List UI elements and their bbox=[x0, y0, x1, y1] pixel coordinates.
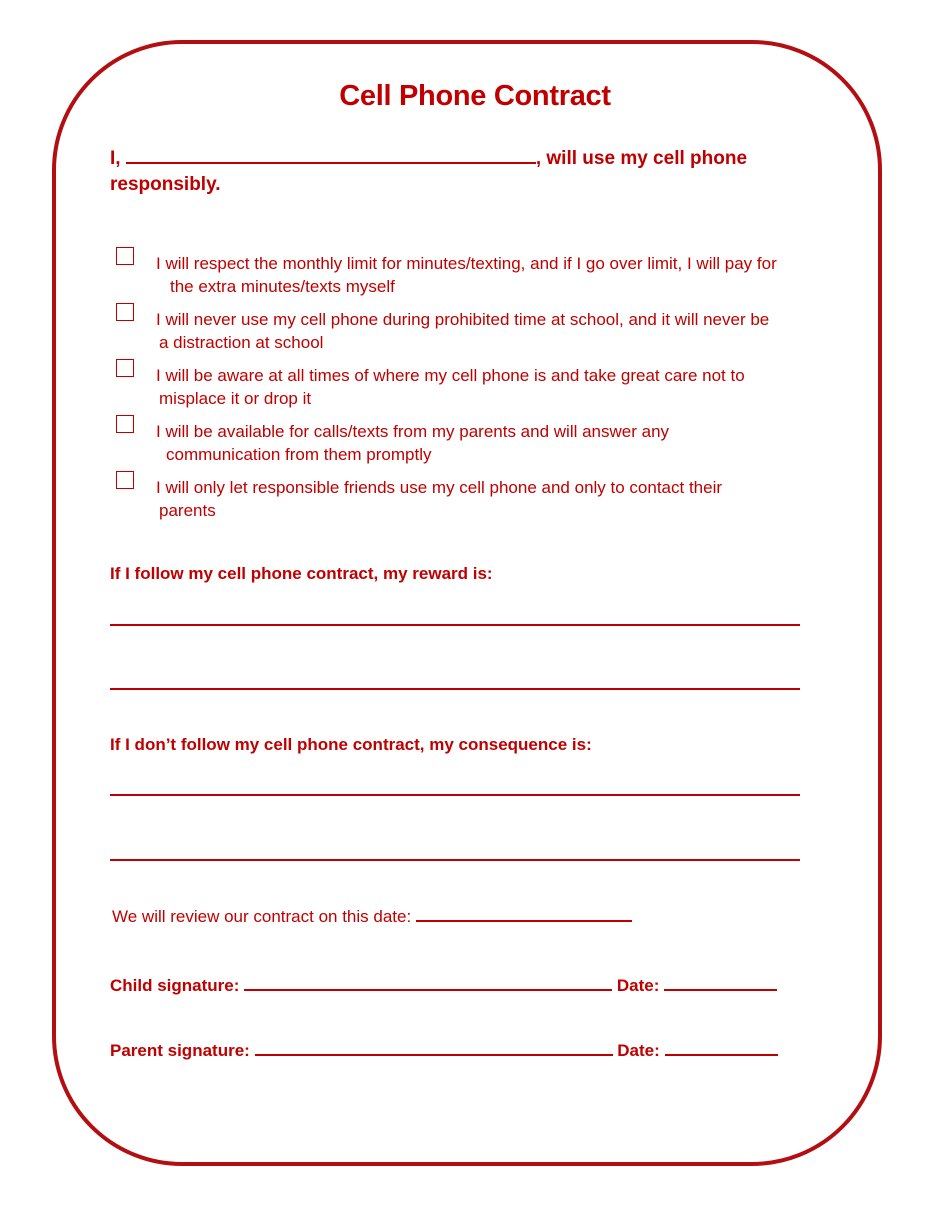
item-text: I will never use my cell phone during prohibited time at school, and it will never be bbox=[156, 310, 770, 329]
intro-prefix: I, bbox=[110, 148, 121, 169]
item-text: the extra minutes/texts myself bbox=[170, 277, 395, 296]
child-date-field[interactable] bbox=[664, 974, 777, 991]
checkbox[interactable] bbox=[116, 303, 134, 321]
item-text: a distraction at school bbox=[159, 333, 324, 352]
item-text: parents bbox=[159, 501, 216, 520]
parent-date-label: Date: bbox=[617, 1041, 660, 1060]
child-date-label: Date: bbox=[616, 976, 660, 995]
checkbox[interactable] bbox=[116, 415, 134, 433]
item-text: I will be aware at all times of where my cell phone is and take great care not to bbox=[156, 366, 745, 385]
list-item bbox=[112, 246, 852, 302]
reward-line-2[interactable] bbox=[110, 688, 800, 690]
item-text: I will be available for calls/texts from my parents and will answer any bbox=[156, 422, 670, 441]
list-item bbox=[112, 470, 852, 526]
review-date-field[interactable] bbox=[416, 905, 632, 922]
checkbox[interactable] bbox=[116, 471, 134, 489]
page-title: Cell Phone Contract bbox=[339, 80, 611, 112]
list-item bbox=[112, 414, 852, 470]
checkbox[interactable] bbox=[116, 359, 134, 377]
page-border bbox=[52, 40, 882, 1166]
item-text: I will respect the monthly limit for minutes/texting, and if I go over limit, I will pay for bbox=[156, 254, 777, 273]
child-signature-field[interactable] bbox=[244, 974, 612, 991]
parent-signature-label: Parent signature: bbox=[110, 1041, 250, 1060]
parent-signature-field[interactable] bbox=[255, 1039, 613, 1056]
list-item bbox=[112, 302, 852, 358]
list-item bbox=[112, 358, 852, 414]
intro-suffix: , will use my cell phone bbox=[535, 148, 748, 169]
review-date-row bbox=[112, 905, 632, 927]
name-field[interactable] bbox=[126, 147, 536, 164]
item-text: misplace it or drop it bbox=[159, 389, 312, 408]
item-text: I will only let responsible friends use my cell phone and only to contact their bbox=[156, 478, 723, 497]
item-text: communication from them promptly bbox=[166, 445, 432, 464]
reward-line-1[interactable] bbox=[110, 624, 800, 626]
intro-line2: responsibly. bbox=[110, 174, 221, 195]
consequence-line-1[interactable] bbox=[110, 794, 800, 796]
reward-label: If I follow my cell phone contract, my reward is: bbox=[110, 564, 493, 583]
intro-statement bbox=[110, 146, 810, 198]
review-date-label: We will review our contract on this date: bbox=[112, 907, 412, 926]
parent-signature-row bbox=[110, 1039, 778, 1061]
parent-date-field[interactable] bbox=[665, 1039, 778, 1056]
consequence-line-2[interactable] bbox=[110, 859, 800, 861]
checklist bbox=[112, 246, 852, 526]
child-signature-row bbox=[110, 974, 777, 996]
checkbox[interactable] bbox=[116, 247, 134, 265]
consequence-label: If I don’t follow my cell phone contract, my consequence is: bbox=[110, 735, 592, 754]
child-signature-label: Child signature: bbox=[110, 976, 240, 995]
